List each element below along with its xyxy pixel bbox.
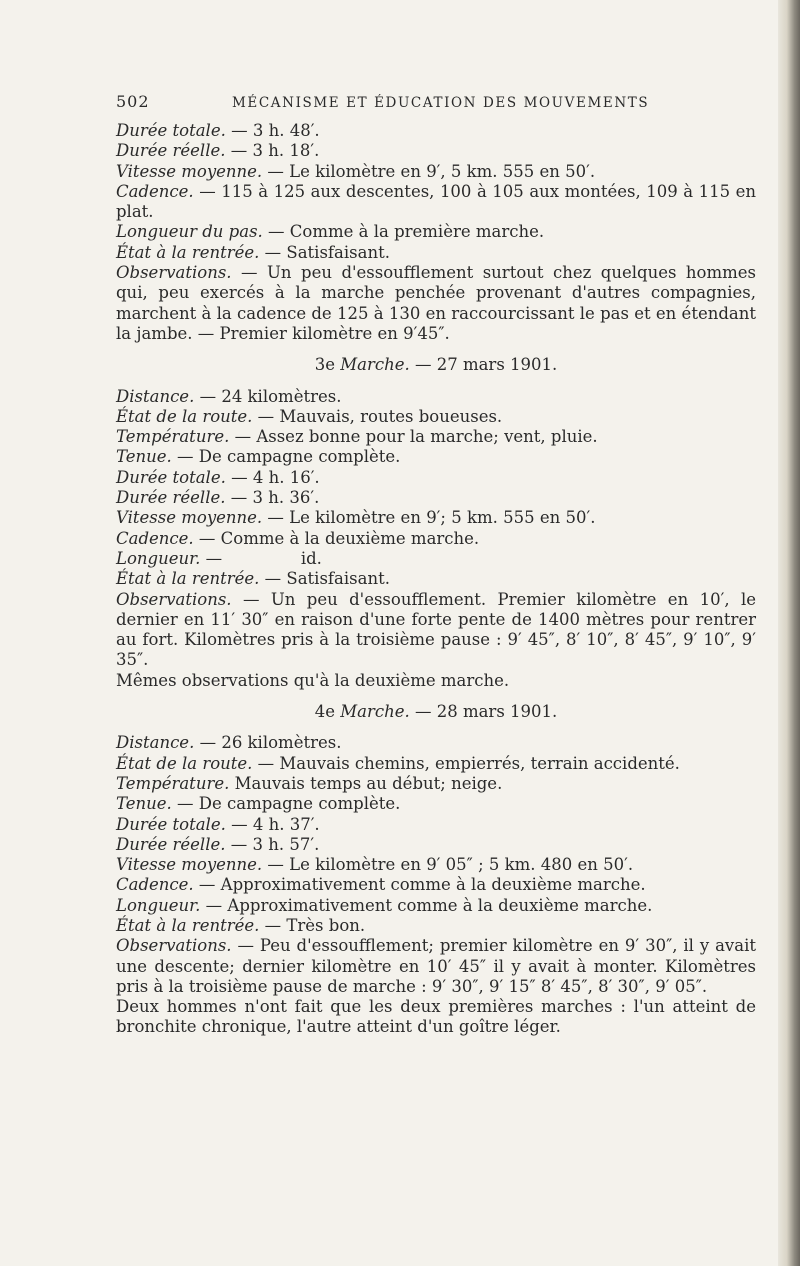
entry-cadence: Cadence. — 115 à 125 aux descentes, 100 à 105 aux montées, 109 à 115 en plat. [116, 181, 756, 222]
page-header [116, 92, 756, 120]
section-title: Marche. [340, 702, 410, 722]
entry-duree-totale: Durée totale. — 4 h. 37′. [116, 814, 320, 834]
entry-etat: État à la rentrée. — Satisfaisant. [116, 569, 390, 589]
entry-duree-reelle: Durée réelle. — 3 h. 18′. [116, 141, 320, 161]
section-date: — 27 mars 1901. [409, 355, 558, 375]
entry-tenue: Tenue. — De campagne complète. [116, 447, 401, 467]
section-number: 3e [314, 355, 335, 375]
page-number: 502 [116, 92, 150, 111]
section-title: Marche. [340, 355, 410, 375]
entry-temperature: Température. Mauvais temps au début; neige. [116, 773, 503, 793]
entry-longueur: Longueur. — id. [116, 548, 322, 568]
page-edge-shadow [778, 0, 800, 1266]
entry-etat: État à la rentrée. — Très bon. [116, 915, 366, 935]
running-title: MÉCANISME ET ÉDUCATION DES MOUVEMENTS [232, 95, 650, 111]
section-heading-4 [116, 702, 756, 722]
entry-distance: Distance. — 24 kilomètres. [116, 386, 342, 406]
section-heading-3 [116, 355, 756, 375]
entry-distance: Distance. — 26 kilomètres. [116, 733, 342, 753]
entry-duree-reelle: Durée réelle. — 3 h. 36′. [116, 488, 320, 508]
entry-vitesse: Vitesse moyenne. — Le kilomètre en 9′ 05″ ; 5 km. 480 en 50′. [116, 855, 634, 875]
entry-vitesse: Vitesse moyenne. — Le kilomètre en 9′; 5 km. 555 en 50′. [116, 508, 596, 528]
entry-duree-totale: Durée totale. — 3 h. 48′. [116, 121, 320, 140]
entry-memes: Mêmes observations qu'à la deuxième marche. [116, 670, 510, 690]
entry-duree-reelle: Durée réelle. — 3 h. 57′. [116, 834, 320, 854]
entry-deux-hommes: Deux hommes n'ont fait que les deux premières marches : l'un atteint de bronchite chronique, l'autre atteint d'un goître léger. [116, 997, 756, 1037]
section-number: 4e [314, 702, 335, 722]
entry-etat: État à la rentrée. — Satisfaisant. [116, 242, 390, 262]
entry-longueur: Longueur du pas. — Comme à la première marche. [116, 222, 545, 242]
entry-etat-route: État de la route. — Mauvais chemins, empierrés, terrain accidenté. [116, 753, 680, 773]
entry-etat-route: État de la route. — Mauvais, routes boueuses. [116, 406, 503, 426]
entry-cadence: Cadence. — Approximativement comme à la deuxième marche. [116, 875, 646, 895]
page-content [116, 92, 756, 1038]
entry-vitesse: Vitesse moyenne. — Le kilomètre en 9′, 5 km. 555 en 50′. [116, 161, 596, 181]
entry-tenue: Tenue. — De campagne complète. [116, 794, 401, 814]
entry-longueur: Longueur. — Approximativement comme à la deuxième marche. [116, 895, 653, 915]
section-date: — 28 mars 1901. [409, 702, 558, 722]
entry-observations: Observations. — Un peu d'essoufflement. Premier kilomètre en 10′, le dernier en 11′ 30″ en raison d'une forte pente de 1400 mètres pour rentrer au fort. Kilomètres pris à la troisième pause : 9′ 45″, 8′ 10″, 8′ 45″, 9′ 10″, 9′ 35″. [116, 589, 756, 670]
entry-temperature: Température. — Assez bonne pour la marche; vent, pluie. [116, 427, 598, 447]
entry-observations: Observations. — Peu d'essoufflement; premier kilomètre en 9′ 30″, il y avait une descente; dernier kilomètre en 10′ 45″ il y avait à monter. Kilomètres pris à la troisième pause de marche : 9′ 30″, 9′ 15″ 8′ 45″, 8′ 30″, 9′ 05″. [116, 936, 756, 996]
entry-duree-totale: Durée totale. — 4 h. 16′. [116, 467, 320, 487]
entry-cadence: Cadence. — Comme à la deuxième marche. [116, 528, 480, 548]
entry-observations: Observations. — Un peu d'essoufflement surtout chez quelques hommes qui, peu exercés à la marche penchée provenant d'autres compagnies, marchent à la cadence de 125 à 130 en raccourcissant le pas et en étendant la jambe. — Premier kilomètre en 9′45″. [116, 263, 756, 343]
